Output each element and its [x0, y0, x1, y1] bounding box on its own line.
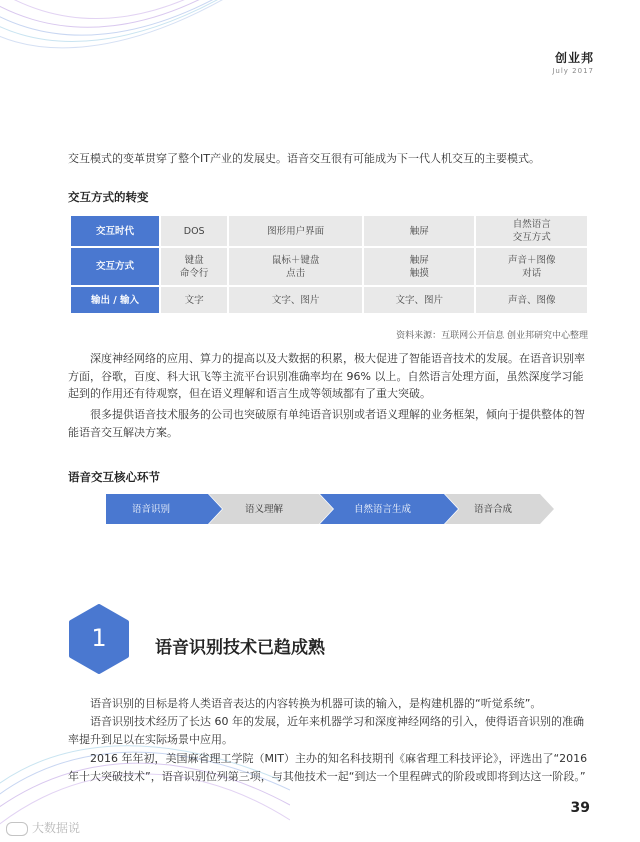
table-cell: 自然语言 交互方式 [476, 216, 587, 246]
table-cell: 文字、图片 [229, 287, 362, 313]
page-header [552, 49, 594, 75]
section-number: 1 [91, 624, 107, 652]
body-paragraph: 深度神经网络的应用、算力的提高以及大数据的积累，极大促进了智能语音技术的发展。在语音识别率方面，谷歌，百度、科大讯飞等主流平台识别准确率均在 96% 以上。自然语言处理方面，虽然深度学习能起到的作用还有待观察，但在语义理解和语言生成等领域都有了重大突破。 [68, 352, 585, 400]
watermark-logo-icon [6, 822, 28, 836]
decorative-swirl-top [0, 0, 290, 50]
interaction-table [69, 214, 589, 315]
table-cell: 键盘 命令行 [161, 248, 227, 285]
flow-title: 语音交互核心环节 [68, 470, 160, 484]
table-cell: 触屏 触摸 [364, 248, 475, 285]
flow-step-label: 语音识别 [132, 504, 171, 515]
body-paragraph: 2016 年年初，美国麻省理工学院（MIT）主办的知名科技期刊《麻省理工科技评论》，评选出了“2016 年十大突破技术”，语音识别位列第三项，与其他技术一起“到达一个里程碑式的阶段或即将到达这一阶段。” [68, 752, 588, 783]
flow-step-label: 自然语言生成 [354, 504, 412, 515]
flow-diagram [106, 490, 554, 528]
flow-step-label: 语义理解 [245, 504, 284, 515]
table-title: 交互方式的转变 [68, 190, 149, 204]
watermark-text: 大数据说 [32, 821, 81, 835]
watermark [6, 819, 80, 836]
table-cell: 触屏 [364, 216, 475, 246]
table-cell: DOS [161, 216, 227, 246]
flow-step-label: 语音合成 [474, 504, 513, 515]
table-cell: 声音＋图像 对话 [476, 248, 587, 285]
body-paragraph: 很多提供语音技术服务的公司也突破原有单纯语音识别或者语义理解的业务框架，倾向于提供整体的智能语音交互解决方案。 [68, 408, 585, 439]
table-source-note: 资料来源：互联网公开信息 创业邦研究中心整理 [396, 331, 588, 341]
body-paragraph: 语音识别的目标是将人类语音表达的内容转换为机器可读的输入，是构建机器的“听觉系统”。 [90, 697, 542, 710]
section-number-badge [68, 604, 130, 674]
intro-paragraph: 交互模式的变革贯穿了整个IT产业的发展史。语音交互很有可能成为下一代人机交互的主要模式。 [68, 152, 540, 165]
table-cell: 鼠标＋键盘 点击 [229, 248, 362, 285]
page-number: 39 [570, 800, 590, 816]
table-cell: 文字、图片 [364, 287, 475, 313]
issue-date: July 2017 [552, 67, 594, 75]
brand-name: 创业邦 [554, 51, 594, 65]
table-row [71, 216, 587, 246]
row-header: 输出 / 输入 [71, 287, 159, 313]
table-row [71, 287, 587, 313]
row-header: 交互时代 [71, 216, 159, 246]
table-cell: 图形用户界面 [229, 216, 362, 246]
section-heading: 语音识别技术已趋成熟 [155, 638, 325, 658]
table-cell: 文字 [161, 287, 227, 313]
body-paragraph: 语音识别技术经历了长达 60 年的发展，近年来机器学习和深度神经网络的引入，使得语音识别的准确率提升到足以在实际场景中应用。 [68, 715, 584, 746]
row-header: 交互方式 [71, 248, 159, 285]
table-row [71, 248, 587, 285]
table-cell: 声音、图像 [476, 287, 587, 313]
